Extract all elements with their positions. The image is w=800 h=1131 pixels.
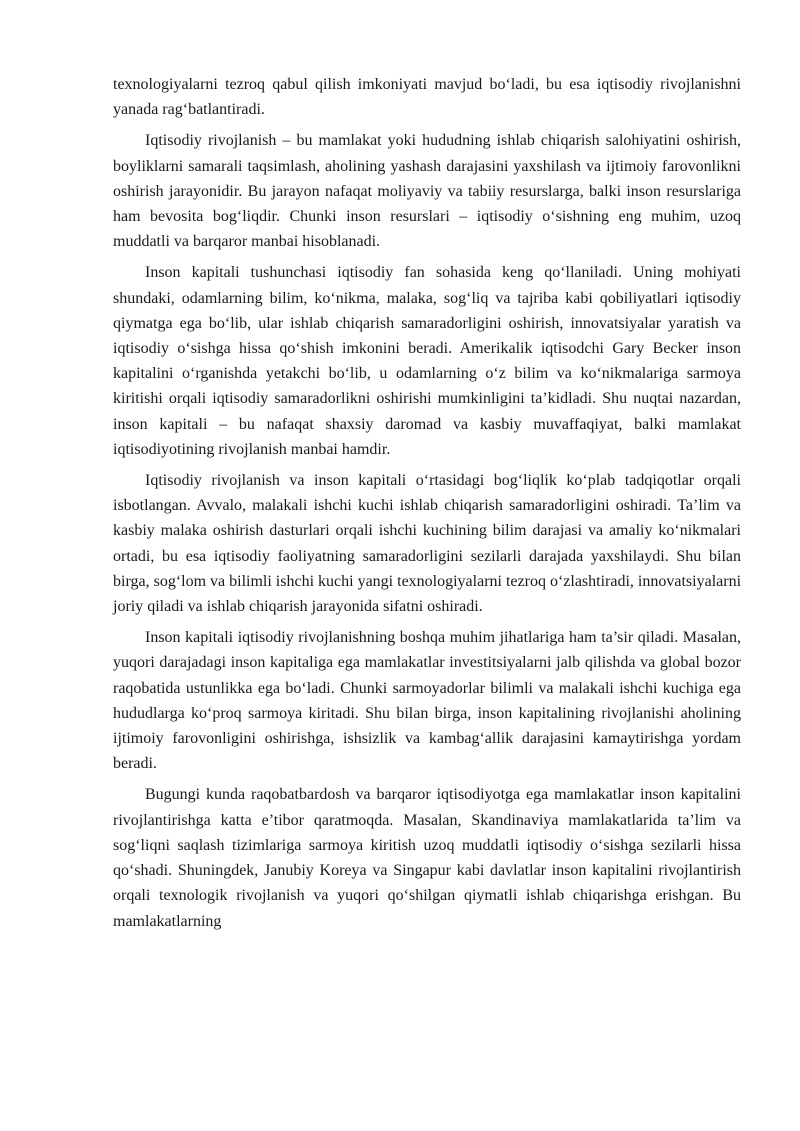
paragraph-examples: Bugungi kunda raqobatbardosh va barqaror iqtisodiyotga ega mamlakatlar inson kapitalini rivojlantirishga katta e’tibor qaratmoqda. Masalan, Skandinaviya mamlakatlarida ta’lim va sog‘liqni saqlash tizimlariga sarmoya kiritish uzoq muddatli iqtisodiy o‘sishga sezilarli hissa qo‘shadi. Shuningdek, Janubiy Koreya va Singapur kabi davlatlar inson kapitalini rivojlantirish orqali texnologik rivojlanish va yuqori qo‘shilgan qiymatli ishlab chiqarishga erishgan. Bu mamlakatlarning	[113, 786, 741, 930]
paragraph-continuation: texnologiyalarni tezroq qabul qilish imkoniyati mavjud bo‘ladi, bu esa iqtisodiy rivojlanishni yanada rag‘batlantiradi.	[113, 76, 741, 119]
paragraph-relationship: Iqtisodiy rivojlanish va inson kapitali o‘rtasidagi bog‘liqlik ko‘plab tadqiqotlar orqali isbotlangan. Avvalo, malakali ishchi kuchi ishlab chiqarish samaradorligini oshiradi. Ta’lim va kasbiy malaka oshirish dasturlari orqali ishchi kuchining bilim darajasi va amaliy ko‘nikmalari ortadi, bu esa iqtisodiy faoliyatning samaradorligini sezilarli darajada yaxshilaydi. Shu bilan birga, sog‘lom va bilimli ishchi kuchi yangi texnologiyalarni tezroq o‘zlashtiradi, innovatsiyalarni joriy qiladi va ishlab chiqarish jarayonida sifatni oshiradi.	[113, 472, 742, 616]
document-page	[113, 72, 741, 940]
paragraph-economic-development: Iqtisodiy rivojlanish – bu mamlakat yoki hududning ishlab chiqarish salohiyatini oshirish, boyliklarni samarali taqsimlash, aholining yashash darajasini yaxshilash va ijtimoiy farovonlikni oshirish jarayonidir. Bu jarayon nafaqat moliyaviy va tabiiy resurslarga, balki inson resurslariga ham bevosita bog‘liqdir. Chunki inson resurslari – iqtisodiy o‘sishning eng muhim, uzoq muddatli va barqaror manbai hisoblanadi.	[113, 132, 741, 251]
paragraph-other-aspects: Inson kapitali iqtisodiy rivojlanishning boshqa muhim jihatlariga ham ta’sir qiladi. Masalan, yuqori darajadagi inson kapitaliga ega mamlakatlar investitsiyalarni jalb qilishda va global bozor raqobatida ustunlikka ega bo‘ladi. Chunki sarmoyadorlar bilimli va malakali ishchi kuchiga ega hududlarga ko‘proq sarmoya kiritadi. Shu bilan birga, inson kapitalining rivojlanishi aholining ijtimoiy farovonligini oshirishga, ishsizlik va kambag‘allik darajasini kamaytirishga yordam beradi.	[113, 629, 741, 773]
paragraph-human-capital-concept: Inson kapitali tushunchasi iqtisodiy fan sohasida keng qo‘llaniladi. Uning mohiyati shundaki, odamlarning bilim, ko‘nikma, malaka, sog‘liq va tajriba kabi qobiliyatlari iqtisodiy qiymatga ega bo‘lib, ular ishlab chiqarish samaradorligini oshirish, innovatsiyalar yaratish va iqtisodiy o‘sishga hissa qo‘shish imkonini beradi. Amerikalik iqtisodchi Gary Becker inson kapitalini o‘rganishda yetakchi bo‘lib, u odamlarning o‘z bilim va ko‘nikmalariga sarmoya kiritishi orqali iqtisodiy samaradorlikni oshirishi mumkinligini ta’kidladi. Shu nuqtai nazardan, inson kapitali – bu nafaqat shaxsiy daromad va kasbiy muvaffaqiyat, balki mamlakat iqtisodiyotining rivojlanish manbai hamdir.	[113, 264, 741, 458]
